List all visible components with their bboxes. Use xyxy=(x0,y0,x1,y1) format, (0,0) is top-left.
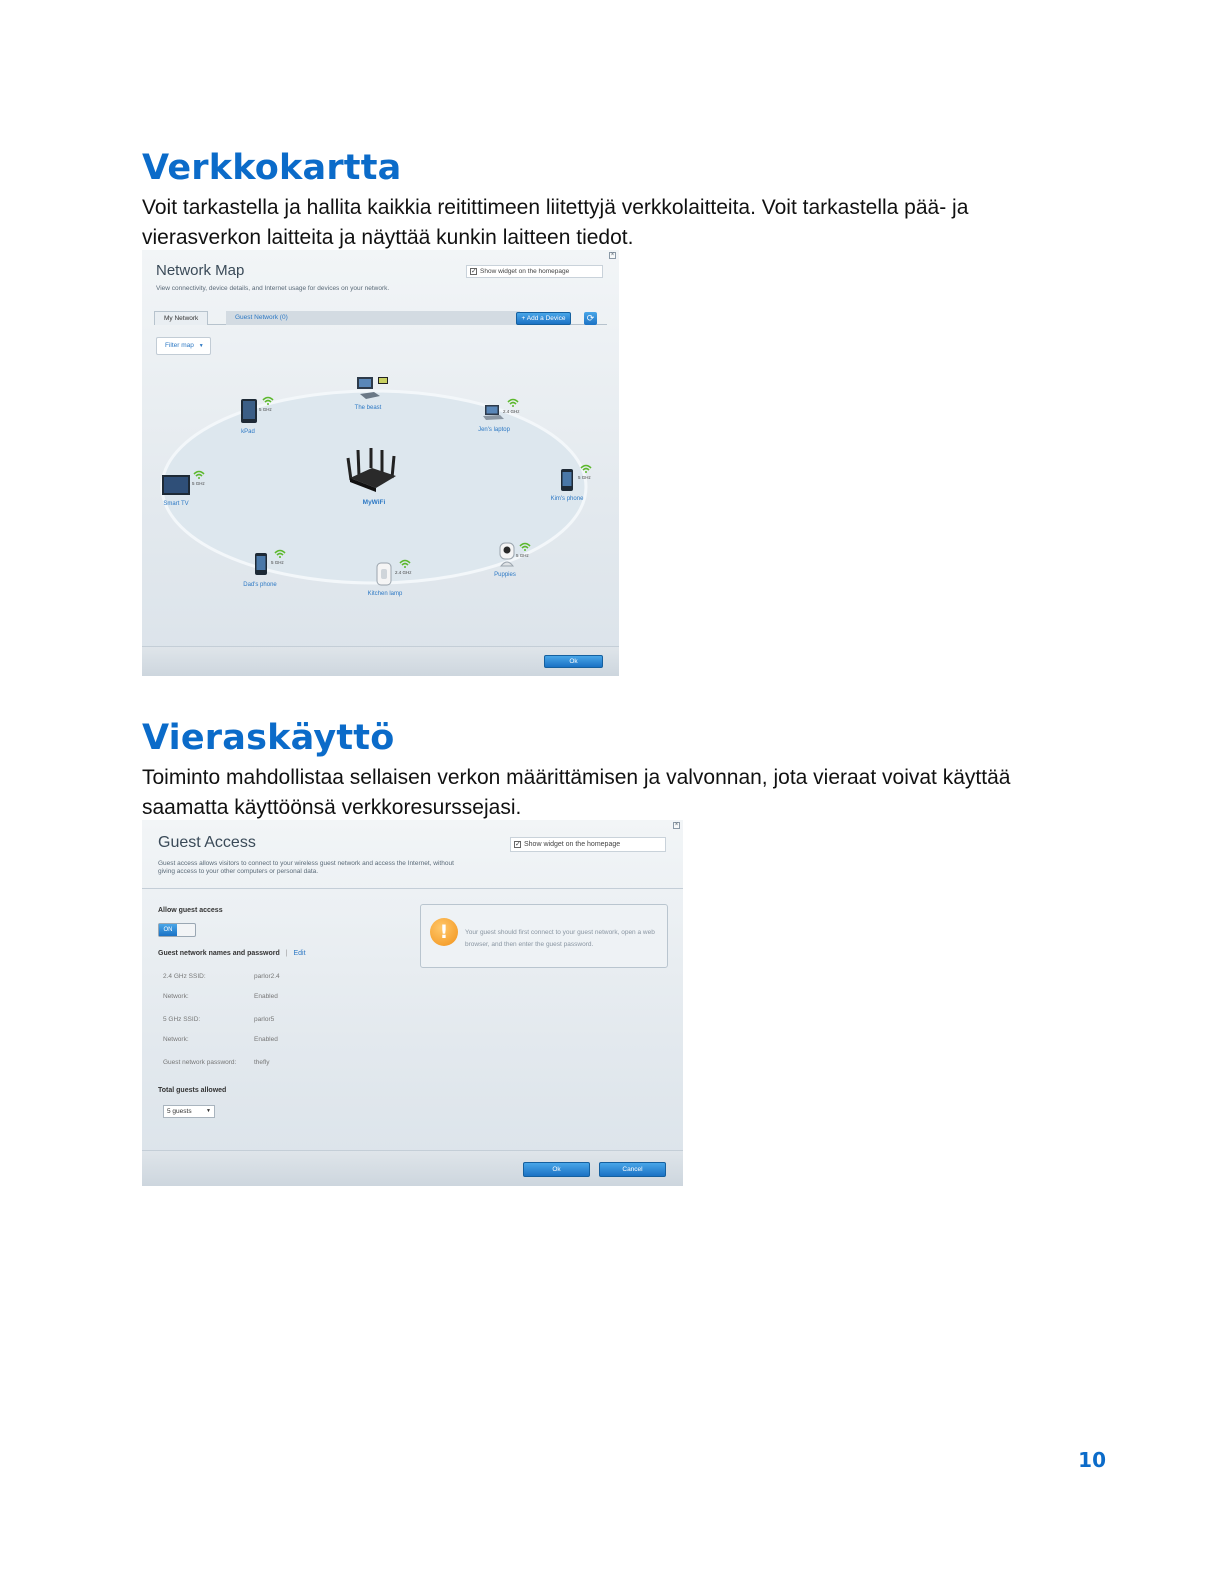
tablet-icon xyxy=(240,398,258,424)
setting-value: parlor5 xyxy=(254,1016,275,1023)
camera-icon xyxy=(498,542,516,568)
desktop-icon xyxy=(356,376,392,402)
section-body-guest-access xyxy=(142,763,1082,823)
device-kpad[interactable] xyxy=(240,398,258,429)
separator: | xyxy=(285,950,288,957)
device-band: 5 GHz xyxy=(192,481,205,486)
page-number: 10 xyxy=(1078,1448,1106,1472)
body-line: saamatta käyttöönsä verkkoresurssejasi. xyxy=(142,796,522,819)
setting-key: Guest network password: xyxy=(163,1059,237,1066)
show-widget-checkbox[interactable] xyxy=(510,837,666,852)
warning-icon: ! xyxy=(430,918,458,946)
total-guests-label: Total guests allowed xyxy=(158,1087,227,1094)
device-label[interactable]: The beast xyxy=(354,405,382,411)
header-divider xyxy=(142,888,683,889)
device-label[interactable]: Jen's laptop xyxy=(478,427,510,433)
router-label[interactable]: MyWiFi xyxy=(362,499,386,506)
tv-icon xyxy=(161,474,191,498)
device-label[interactable]: Puppies xyxy=(494,572,516,578)
panel-title: Guest Access xyxy=(158,834,256,851)
device-label[interactable]: Smart TV xyxy=(163,501,189,507)
edit-link[interactable]: Edit xyxy=(293,950,306,957)
allow-guest-label: Allow guest access xyxy=(158,907,223,914)
device-smart-tv[interactable] xyxy=(161,474,191,503)
device-kims-phone[interactable] xyxy=(560,468,574,497)
device-kitchen-lamp[interactable] xyxy=(376,562,392,591)
panel-description xyxy=(158,860,454,876)
section-body-network-map xyxy=(142,193,1082,253)
phone-icon xyxy=(254,552,268,576)
tab-my-network[interactable]: My Network xyxy=(154,311,208,325)
setting-value: thefly xyxy=(254,1059,270,1066)
filter-label: Filter map xyxy=(165,342,194,349)
guest-access-toggle[interactable] xyxy=(158,923,196,937)
description-line: Guest access allows visitors to connect to your wireless guest network and access the Internet, without xyxy=(158,860,454,867)
chevron-down-icon: ▼ xyxy=(198,343,204,349)
section-heading-guest-access: Vieraskäyttö xyxy=(142,718,395,758)
tab-guest-network[interactable]: Guest Network (0) xyxy=(226,311,520,325)
device-band: 2.4 GHz xyxy=(503,409,520,414)
device-band: 5 GHz xyxy=(578,475,591,480)
wifi-icon xyxy=(519,542,531,551)
description-line: giving access to your other computers or personal data. xyxy=(158,868,319,875)
panel-footer xyxy=(142,646,619,676)
ok-button[interactable]: Ok xyxy=(523,1162,590,1177)
body-line: Toiminto mahdollistaa sellaisen verkon määrittämisen ja valvonnan, jota vieraat voivat käyttää xyxy=(142,766,1011,789)
device-band: 2.4 GHz xyxy=(395,570,412,575)
router-node[interactable] xyxy=(342,448,402,497)
wifi-icon xyxy=(274,549,286,558)
guest-names-label xyxy=(158,950,306,957)
refresh-icon[interactable]: ⟳ xyxy=(584,312,597,325)
device-label[interactable]: Kim's phone xyxy=(550,496,584,502)
setting-key: Network: xyxy=(163,1036,189,1043)
checkbox-check-icon: ✓ xyxy=(471,267,477,275)
device-band: 5 GHz xyxy=(271,560,284,565)
notice-text: Your guest should first connect to your guest network, open a web browser, and then enter the guest password. xyxy=(465,929,655,948)
wifi-icon xyxy=(262,396,274,405)
show-widget-label: Show widget on the homepage xyxy=(480,268,570,275)
setting-key: 2.4 GHz SSID: xyxy=(163,973,206,980)
add-device-label: Add a Device xyxy=(526,315,566,322)
wifi-icon xyxy=(193,470,205,479)
toggle-on-label: ON xyxy=(159,924,177,936)
total-guests-select[interactable] xyxy=(163,1105,215,1118)
select-value: 5 guests xyxy=(167,1108,192,1115)
smart-plug-icon xyxy=(376,562,392,586)
device-the-beast[interactable] xyxy=(356,376,392,407)
checkbox-check-icon: ✓ xyxy=(515,840,521,848)
show-widget-label: Show widget on the homepage xyxy=(524,841,621,848)
panel-description: View connectivity, device details, and Internet usage for devices on your network. xyxy=(156,285,390,292)
body-line: vierasverkon laitteita ja näyttää kunkin laitteen tiedot. xyxy=(142,226,634,249)
network-map-panel xyxy=(142,250,619,676)
device-puppies[interactable] xyxy=(498,542,516,573)
wifi-icon xyxy=(580,464,592,473)
setting-value: Enabled xyxy=(254,1036,278,1043)
laptop-icon xyxy=(483,404,505,422)
setting-key: 5 GHz SSID: xyxy=(163,1016,201,1023)
setting-value: parlor2.4 xyxy=(254,973,280,980)
close-icon[interactable]: × xyxy=(674,822,679,828)
panel-title: Network Map xyxy=(156,262,245,279)
ok-button[interactable]: Ok xyxy=(544,655,603,668)
device-jens-laptop[interactable] xyxy=(483,404,505,427)
setting-value: Enabled xyxy=(254,993,278,1000)
chevron-down-icon: ▼ xyxy=(206,1108,211,1114)
device-label[interactable]: kPad xyxy=(241,429,255,435)
guest-names-text: Guest network names and password xyxy=(158,950,280,957)
device-band: 5 GHz xyxy=(259,407,272,412)
device-band: 5 GHz xyxy=(516,553,529,558)
close-icon[interactable]: × xyxy=(610,252,615,258)
guest-access-panel xyxy=(142,820,683,1186)
phone-icon xyxy=(560,468,574,492)
cancel-button[interactable]: Cancel xyxy=(599,1162,666,1177)
router-icon xyxy=(342,448,402,492)
device-label[interactable]: Dad's phone xyxy=(243,582,277,588)
device-label[interactable]: Kitchen lamp xyxy=(367,591,403,597)
wifi-icon xyxy=(399,559,411,568)
device-dads-phone[interactable] xyxy=(254,552,268,581)
body-line: Voit tarkastella ja hallita kaikkia reitittimeen liitettyjä verkkolaitteita. Voit tarkastella pää- ja xyxy=(142,196,969,219)
panel-footer xyxy=(142,1150,683,1186)
setting-key: Network: xyxy=(163,993,189,1000)
plus-icon: + xyxy=(521,315,527,322)
wifi-icon xyxy=(507,398,519,407)
section-heading-network-map: Verkkokartta xyxy=(142,148,402,188)
guest-notice xyxy=(420,904,668,968)
